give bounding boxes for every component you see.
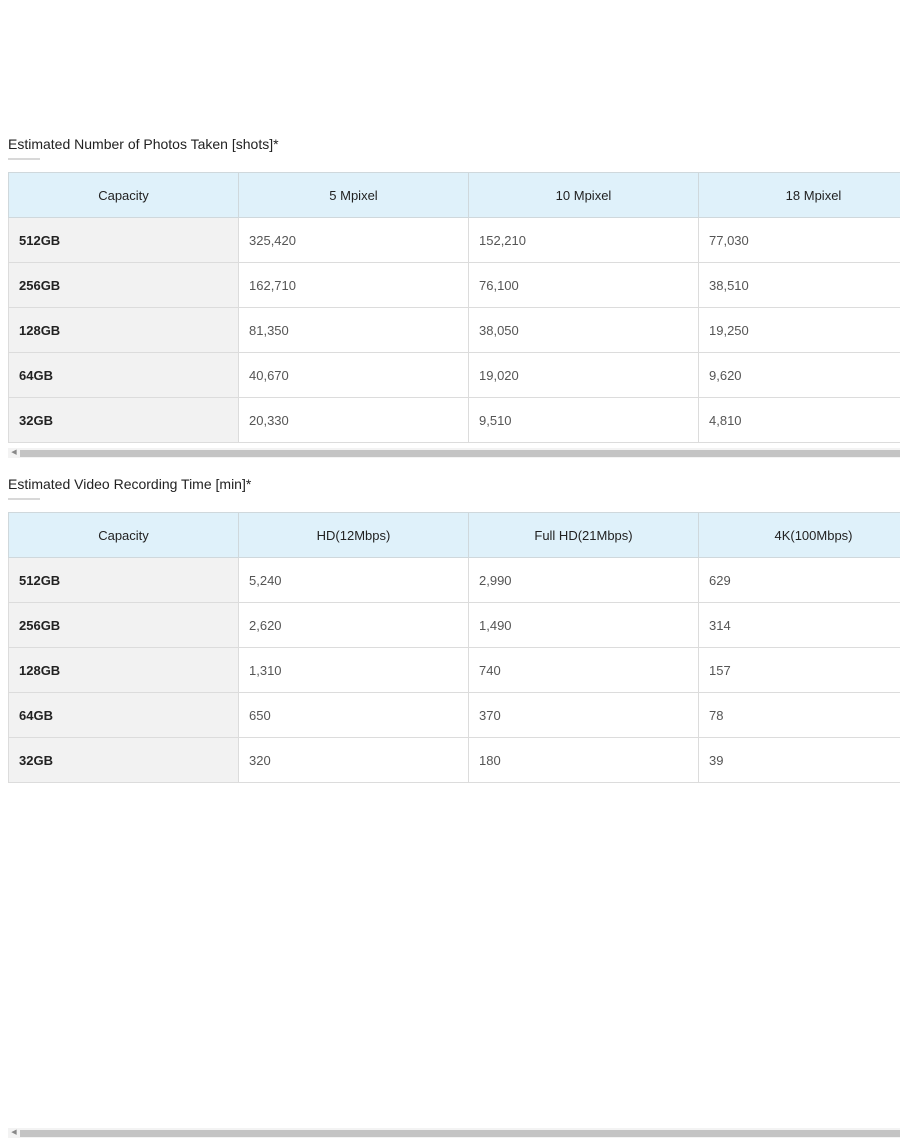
- table-row: [9, 558, 900, 603]
- table-cell: 1,310: [239, 648, 469, 693]
- scroll-left-arrow-icon[interactable]: ◀: [9, 448, 19, 458]
- header-cell: 5 Mpixel: [239, 173, 469, 218]
- capacity-cell: 32GB: [9, 738, 239, 783]
- table-cell: 81,350: [239, 308, 469, 353]
- table-cell: 152,210: [469, 218, 699, 263]
- table-cell: 320: [239, 738, 469, 783]
- header-cell: 10 Mpixel: [469, 173, 699, 218]
- capacity-cell: 64GB: [9, 353, 239, 398]
- table-cell: 1,490: [469, 603, 699, 648]
- table-cell: 157: [699, 648, 900, 693]
- horizontal-scrollbar[interactable]: [8, 1128, 900, 1138]
- table-row: [9, 218, 900, 263]
- table-row: [9, 308, 900, 353]
- table-row: [9, 603, 900, 648]
- table-cell: 740: [469, 648, 699, 693]
- table-cell: 9,620: [699, 353, 900, 398]
- table-cell: 325,420: [239, 218, 469, 263]
- header-cell: 4K(100Mbps): [699, 513, 900, 558]
- capacity-cell: 256GB: [9, 603, 239, 648]
- table-cell: 19,250: [699, 308, 900, 353]
- table-header-row: [9, 173, 900, 218]
- header-cell: HD(12Mbps): [239, 513, 469, 558]
- table-row: [9, 738, 900, 783]
- scroll-left-arrow-icon[interactable]: ◀: [9, 1128, 19, 1138]
- photos-table-title: Estimated Number of Photos Taken [shots]*: [8, 133, 900, 155]
- table-cell: 77,030: [699, 218, 900, 263]
- table-row: [9, 398, 900, 443]
- table-cell: 19,020: [469, 353, 699, 398]
- table-cell: 5,240: [239, 558, 469, 603]
- scrollbar-thumb[interactable]: [20, 450, 900, 457]
- video-table-title: Estimated Video Recording Time [min]*: [8, 473, 900, 495]
- table-cell: 76,100: [469, 263, 699, 308]
- video-table-scroll-area[interactable]: [8, 512, 900, 783]
- table-row: [9, 693, 900, 738]
- table-cell: 2,620: [239, 603, 469, 648]
- capacity-cell: 512GB: [9, 558, 239, 603]
- photos-table: [8, 172, 900, 443]
- capacity-cell: 32GB: [9, 398, 239, 443]
- capacity-cell: 512GB: [9, 218, 239, 263]
- table-cell: 20,330: [239, 398, 469, 443]
- table-cell: 9,510: [469, 398, 699, 443]
- table-cell: 2,990: [469, 558, 699, 603]
- table-cell: 38,050: [469, 308, 699, 353]
- table-cell: 4,810: [699, 398, 900, 443]
- table-cell: 162,710: [239, 263, 469, 308]
- table-header-row: [9, 513, 900, 558]
- header-cell: Capacity: [9, 173, 239, 218]
- horizontal-scrollbar[interactable]: [8, 448, 900, 458]
- capacity-cell: 128GB: [9, 648, 239, 693]
- table-row: [9, 648, 900, 693]
- table-cell: 180: [469, 738, 699, 783]
- capacity-cell: 64GB: [9, 693, 239, 738]
- capacity-cell: 256GB: [9, 263, 239, 308]
- header-cell: 18 Mpixel: [699, 173, 900, 218]
- header-cell: Full HD(21Mbps): [469, 513, 699, 558]
- photos-table-scroll-area[interactable]: [8, 172, 900, 443]
- table-cell: 370: [469, 693, 699, 738]
- table-cell: 629: [699, 558, 900, 603]
- video-table: [8, 512, 900, 783]
- table-cell: 40,670: [239, 353, 469, 398]
- table-cell: 314: [699, 603, 900, 648]
- table-row: [9, 263, 900, 308]
- title-underline: [8, 498, 40, 500]
- title-underline: [8, 158, 40, 160]
- table-row: [9, 353, 900, 398]
- header-cell: Capacity: [9, 513, 239, 558]
- capacity-cell: 128GB: [9, 308, 239, 353]
- photos-section: [8, 133, 900, 160]
- scrollbar-thumb[interactable]: [20, 1130, 900, 1137]
- table-cell: 38,510: [699, 263, 900, 308]
- video-section: [8, 473, 900, 500]
- table-cell: 39: [699, 738, 900, 783]
- table-cell: 650: [239, 693, 469, 738]
- table-cell: 78: [699, 693, 900, 738]
